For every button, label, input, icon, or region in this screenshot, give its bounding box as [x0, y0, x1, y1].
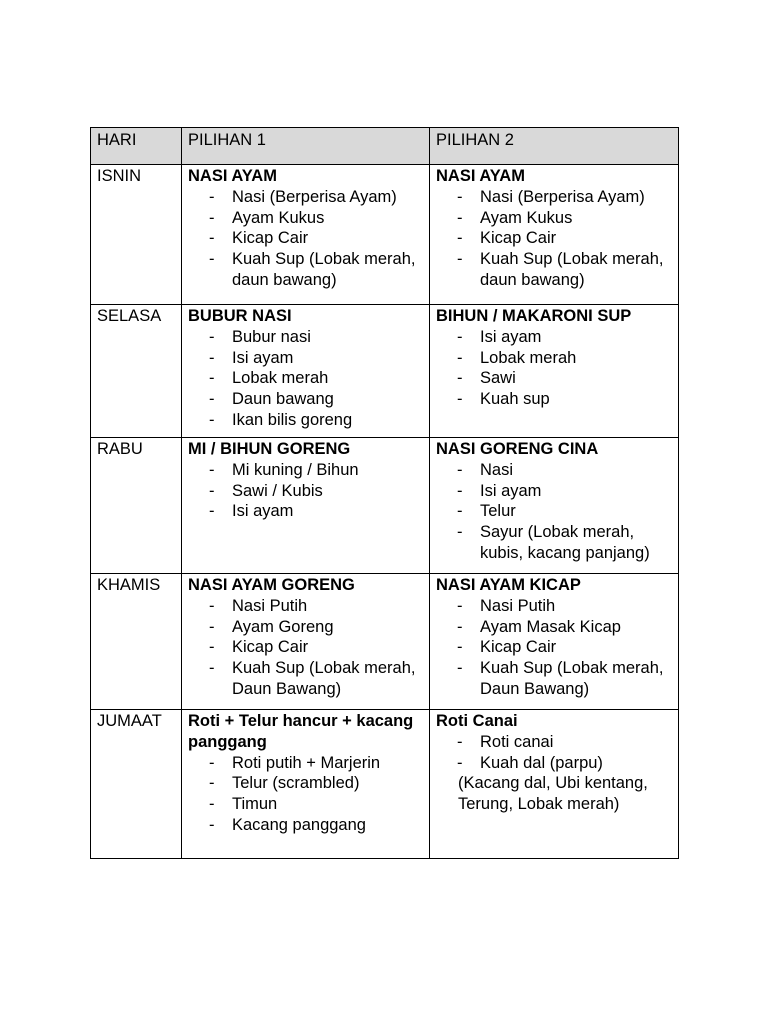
pilihan-1-cell [182, 574, 430, 710]
pilihan-1-cell [182, 165, 430, 305]
list-item: - Ayam Goreng [188, 617, 423, 638]
pilihan-2-cell [430, 438, 679, 574]
list-item: - Kuah sup [436, 389, 672, 410]
dish-title: NASI GORENG CINA [436, 440, 599, 458]
table-row [91, 165, 679, 305]
list-item: - Daun bawang [188, 389, 423, 410]
list-item: - Telur [436, 501, 672, 522]
list-item: - Timun [188, 794, 423, 815]
dish-title: Roti Canai [436, 712, 518, 730]
list-item: - Bubur nasi [188, 327, 423, 348]
list-item: - Ayam Masak Kicap [436, 617, 672, 638]
list-item: - Nasi (Berperisa Ayam) [436, 187, 672, 208]
ingredient-list [188, 187, 423, 291]
dish-title: Roti + Telur hancur + kacang panggang [188, 712, 414, 751]
table-row [91, 710, 679, 859]
ingredient-list [188, 327, 423, 431]
list-item: - Kuah Sup (Lobak merah, Daun Bawang) [188, 658, 423, 700]
ingredient-list [188, 460, 423, 522]
ingredient-list [436, 596, 672, 700]
list-item: - Isi ayam [436, 481, 672, 502]
table-row [91, 438, 679, 574]
list-item: - Kuah Sup (Lobak merah, daun bawang) [188, 249, 423, 291]
table-row [91, 305, 679, 438]
list-item: - Kicap Cair [188, 228, 423, 249]
list-item: - Isi ayam [436, 327, 672, 348]
pilihan-2-cell [430, 305, 679, 438]
list-item: - Ikan bilis goreng [188, 410, 423, 431]
list-item: - Isi ayam [188, 348, 423, 369]
header-pilihan-1: PILIHAN 1 [182, 128, 430, 165]
list-item: - Kuah dal (parpu) [436, 753, 672, 774]
day-cell: RABU [91, 438, 182, 574]
pilihan-1-cell [182, 438, 430, 574]
dish-title: BUBUR NASI [188, 307, 292, 325]
dish-title: NASI AYAM GORENG [188, 576, 355, 594]
header-hari: HARI [91, 128, 182, 165]
day-cell: JUMAAT [91, 710, 182, 859]
list-item: - Ayam Kukus [436, 208, 672, 229]
dish-title: NASI AYAM [436, 167, 525, 185]
ingredient-list [188, 596, 423, 700]
ingredient-list [188, 753, 423, 836]
list-item: - Kicap Cair [436, 637, 672, 658]
table-header-row [91, 128, 679, 165]
list-item: - Kuah Sup (Lobak merah, Daun Bawang) [436, 658, 672, 700]
list-item: - Ayam Kukus [188, 208, 423, 229]
list-item: - Kuah Sup (Lobak merah, daun bawang) [436, 249, 672, 291]
ingredient-note: (Kacang dal, Ubi kentang, Terung, Lobak merah) [458, 774, 648, 814]
dish-title: NASI AYAM KICAP [436, 576, 581, 594]
ingredient-list [436, 460, 672, 564]
day-cell: ISNIN [91, 165, 182, 305]
day-cell: SELASA [91, 305, 182, 438]
pilihan-2-cell [430, 165, 679, 305]
list-item: - Telur (scrambled) [188, 773, 423, 794]
header-pilihan-2: PILIHAN 2 [430, 128, 679, 165]
list-item: - Roti putih + Marjerin [188, 753, 423, 774]
list-item: - Nasi [436, 460, 672, 481]
table-row [91, 574, 679, 710]
list-item: - Lobak merah [436, 348, 672, 369]
weekly-menu-table [90, 127, 679, 859]
list-item: - Kicap Cair [188, 637, 423, 658]
pilihan-1-cell [182, 305, 430, 438]
list-item: - Mi kuning / Bihun [188, 460, 423, 481]
dish-title: BIHUN / MAKARONI SUP [436, 307, 632, 325]
list-item: - Roti canai [436, 732, 672, 753]
list-item: - Nasi Putih [188, 596, 423, 617]
list-item: - Sawi / Kubis [188, 481, 423, 502]
list-item: - Nasi (Berperisa Ayam) [188, 187, 423, 208]
ingredient-list [436, 732, 672, 774]
dish-title: MI / BIHUN GORENG [188, 440, 351, 458]
pilihan-2-cell [430, 710, 679, 859]
list-item: - Lobak merah [188, 368, 423, 389]
pilihan-1-cell [182, 710, 430, 859]
list-item: - Sawi [436, 368, 672, 389]
list-item: - Isi ayam [188, 501, 423, 522]
list-item: - Kacang panggang [188, 815, 423, 836]
list-item: - Sayur (Lobak merah, kubis, kacang panjang) [436, 522, 672, 564]
ingredient-list [436, 327, 672, 410]
day-cell: KHAMIS [91, 574, 182, 710]
ingredient-list [436, 187, 672, 291]
pilihan-2-cell [430, 574, 679, 710]
dish-title: NASI AYAM [188, 167, 277, 185]
list-item: - Nasi Putih [436, 596, 672, 617]
list-item: - Kicap Cair [436, 228, 672, 249]
